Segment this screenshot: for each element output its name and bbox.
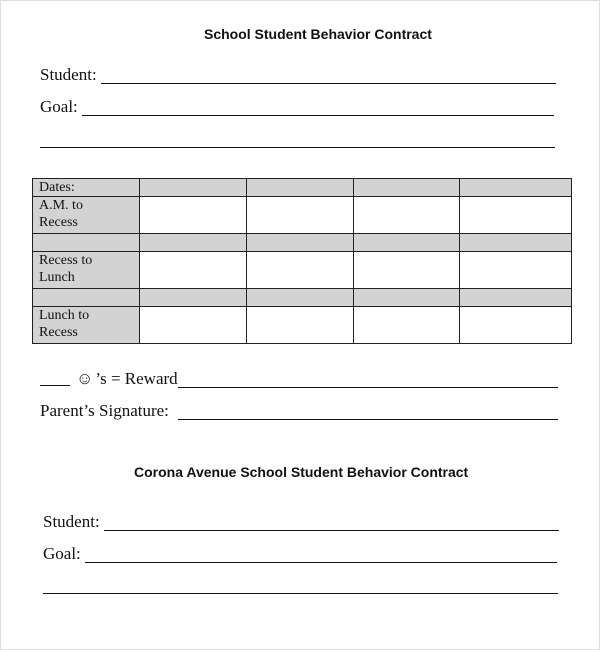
goal-label: Goal:	[43, 544, 81, 563]
smiley-face-icon: ☺	[76, 369, 94, 388]
reward-count-blank[interactable]	[40, 385, 70, 386]
period-row-am-recess	[33, 197, 572, 234]
separator-row	[33, 289, 572, 307]
dates-row	[33, 179, 572, 197]
dates-label: Dates:	[33, 179, 140, 197]
period-label-line: Recess	[39, 215, 78, 230]
goal-continuation-line[interactable]	[40, 147, 555, 148]
student-label: Student:	[43, 512, 100, 531]
period-label-line: Lunch to	[39, 308, 90, 323]
separator-cell	[33, 234, 140, 252]
parent-signature-field	[40, 401, 558, 421]
period-label	[33, 197, 140, 234]
separator-row	[33, 234, 572, 252]
score-cell[interactable]	[140, 307, 247, 344]
score-cell[interactable]	[460, 252, 572, 289]
student-field	[40, 65, 556, 85]
separator-cell	[247, 289, 354, 307]
period-label-line: Recess to	[39, 253, 93, 268]
period-label	[33, 252, 140, 289]
separator-cell	[354, 234, 460, 252]
score-cell[interactable]	[140, 252, 247, 289]
score-cell[interactable]	[460, 307, 572, 344]
score-cell[interactable]	[460, 197, 572, 234]
period-label-line: Lunch	[39, 270, 75, 285]
score-cell[interactable]	[140, 197, 247, 234]
reward-blank-line[interactable]	[178, 386, 558, 388]
period-row-lunch-recess	[33, 307, 572, 344]
reward-field	[40, 369, 558, 389]
separator-cell	[460, 289, 572, 307]
parent-signature-line[interactable]	[178, 418, 558, 420]
separator-cell	[33, 289, 140, 307]
date-cell[interactable]	[140, 179, 247, 197]
separator-cell	[460, 234, 572, 252]
goal-blank-line[interactable]	[85, 561, 557, 563]
parent-signature-label: Parent’s Signature:	[40, 401, 169, 420]
student-label: Student:	[40, 65, 97, 84]
separator-cell	[140, 289, 247, 307]
student-blank-line[interactable]	[104, 529, 559, 531]
schedule-table	[32, 178, 572, 344]
goal-blank-line[interactable]	[82, 114, 554, 116]
score-cell[interactable]	[247, 252, 354, 289]
score-cell[interactable]	[354, 197, 460, 234]
contract-title: School Student Behavior Contract	[204, 26, 432, 42]
goal-continuation-line[interactable]	[43, 593, 558, 594]
date-cell[interactable]	[354, 179, 460, 197]
reward-label: ’s = Reward	[95, 369, 178, 388]
period-label	[33, 307, 140, 344]
score-cell[interactable]	[247, 197, 354, 234]
period-label-line: A.M. to	[39, 198, 83, 213]
separator-cell	[354, 289, 460, 307]
goal-label: Goal:	[40, 97, 78, 116]
goal-field	[43, 544, 557, 564]
score-cell[interactable]	[247, 307, 354, 344]
date-cell[interactable]	[460, 179, 572, 197]
score-cell[interactable]	[354, 252, 460, 289]
date-cell[interactable]	[247, 179, 354, 197]
period-label-line: Recess	[39, 325, 78, 340]
goal-field	[40, 97, 554, 117]
period-row-recess-lunch	[33, 252, 572, 289]
student-blank-line[interactable]	[101, 82, 556, 84]
contract-title: Corona Avenue School Student Behavior Contract	[134, 464, 469, 480]
separator-cell	[247, 234, 354, 252]
score-cell[interactable]	[354, 307, 460, 344]
student-field	[43, 512, 559, 532]
separator-cell	[140, 234, 247, 252]
